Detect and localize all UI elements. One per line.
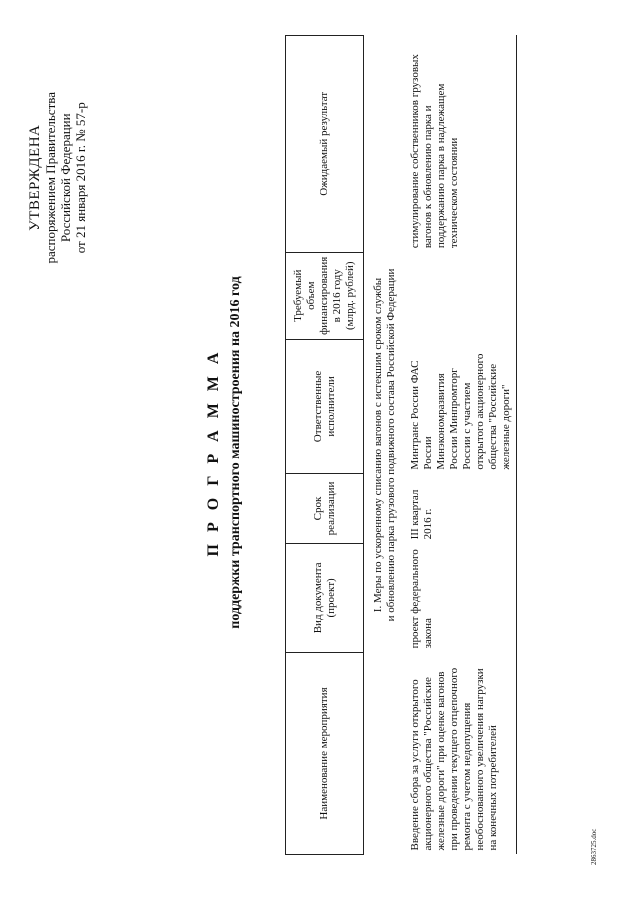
cell-executors: Минтранс России ФАС России Минэкономразвития России Минпромторг России с участием открытого акционерного общества "Российские железные дороги" [406, 339, 517, 473]
header-result: Ожидаемый результат [286, 36, 364, 253]
file-reference: 2863725.doc [590, 828, 598, 865]
program-table [285, 35, 517, 855]
section-row [364, 36, 407, 855]
program-subtitle: поддержки транспортного машиностроения на 2016 год [228, 276, 243, 629]
table-row [406, 36, 517, 855]
approval-line-4: от 21 января 2016 г. № 57-р [73, 102, 88, 254]
approval-line-2: распоряжением Правительства [43, 92, 58, 264]
cell-term: III квартал 2016 г. [406, 474, 517, 544]
cell-result: стимулирование собственников грузовых вагонов к обновлению парка и поддержанию парка в надлежащем техническом состоянии [406, 36, 517, 253]
header-name: Наименование мероприятия [286, 652, 364, 854]
approval-stamp [28, 92, 88, 264]
header-executors: Ответственные исполнители [286, 339, 364, 473]
program-title: П Р О Г Р А М М А [205, 348, 222, 557]
header-term: Срок реализации [286, 474, 364, 544]
section-heading-line-1: I. Меры по ускоренному списанию вагонов с истекшим сроком службы [372, 277, 384, 613]
header-funding: Требуемый объем финансирования в 2016 году (млрд. рублей) [286, 252, 364, 339]
cell-name: Введение сбора за услуги открытого акционерного общества "Российские железные дороги" при оценке вагонов при проведении текущего отцепочного ремонта с учетом недопущения необоснованного увеличения нагрузки на конечных потребителей [406, 652, 517, 854]
cell-doc-type: проект федерального закона [406, 543, 517, 652]
header-doc-type: Вид документа (проект) [286, 543, 364, 652]
approval-title: УТВЕРЖДЕНА [27, 124, 43, 231]
section-heading [364, 36, 407, 855]
approval-line-3: Российской Федерации [58, 113, 73, 243]
table-header-row [286, 36, 364, 855]
cell-funding [406, 252, 517, 339]
section-heading-line-2: и обновлению парка грузового подвижного состава Российской Федерации [385, 268, 397, 622]
